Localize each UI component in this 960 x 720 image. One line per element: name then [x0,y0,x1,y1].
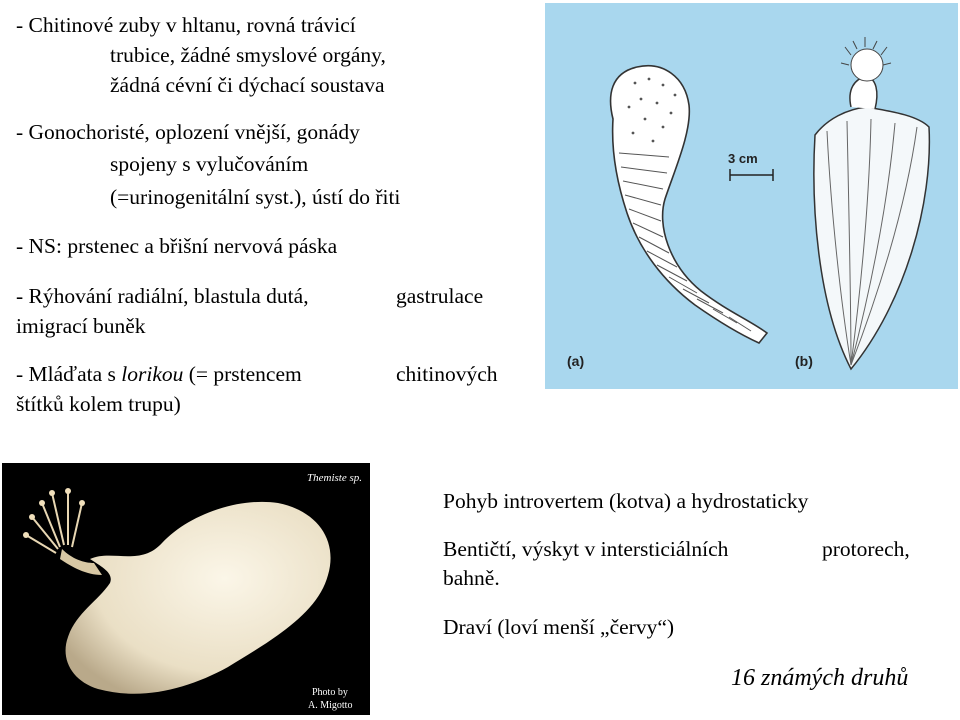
scale-bar [730,169,773,181]
bullet-teeth-line3: žádná cévní či dýchací soustava [110,73,385,97]
locomotion-text: Pohyb introvertem (kotva) a hydrostaticky [443,489,809,513]
bullet-teeth-line2: trubice, žádné smyslové orgány, [110,43,386,67]
photo-credit-line1: Photo by [312,687,348,698]
habitat-text-line2: bahně. [443,566,500,590]
photo-species-label: Themiste sp. [307,472,362,484]
larvae-text-mid: (= prstencem [183,362,302,386]
figure-label-b: (b) [795,353,813,369]
specimen-body [23,488,331,694]
anatomy-figure [545,3,958,389]
bullet-larvae-line2: štítků kolem trupu) [16,392,181,416]
sipunculid-drawing-b [814,37,929,369]
diet-text: Draví (loví menší „červy“) [443,615,675,639]
bullet-gonochoristic-line1: - Gonochoristé, oplození vnější, gonády [16,120,360,144]
bullet-gonochoristic-line2: spojeny s vylučováním [110,152,309,176]
bullet-cleavage-line1-end: gastrulace [396,284,484,308]
larvae-italic-term: lorikou [121,362,184,386]
bullet-cleavage-line1: - Rýhování radiální, blastula dutá, [16,284,309,308]
bullet-larvae-line1 [16,361,302,387]
figure-label-a: (a) [567,353,585,369]
sipunculid-drawing-a [611,66,767,343]
specimen-photo [2,463,370,715]
larvae-text-start: - Mláďata s [16,362,122,386]
scale-label: 3 cm [728,151,758,166]
habitat-text-line1: Bentičtí, výskyt v intersticiálních [443,537,729,561]
bullet-larvae-line1-end: chitinových [396,362,498,386]
habitat-text-line1-end: protorech, [822,537,910,561]
bullet-teeth-line1: - Chitinové zuby v hltanu, rovná trávicí [16,13,356,37]
photo-credit-line2: A. Migotto [308,700,353,711]
species-count-text: 16 známých druhů [731,665,909,691]
bullet-cleavage-line2: imigrací buněk [16,314,146,338]
bullet-nervous-system: - NS: prstenec a břišní nervová páska [16,234,338,258]
bullet-gonochoristic-line3: (=urinogenitální syst.), ústí do řiti [110,185,401,209]
